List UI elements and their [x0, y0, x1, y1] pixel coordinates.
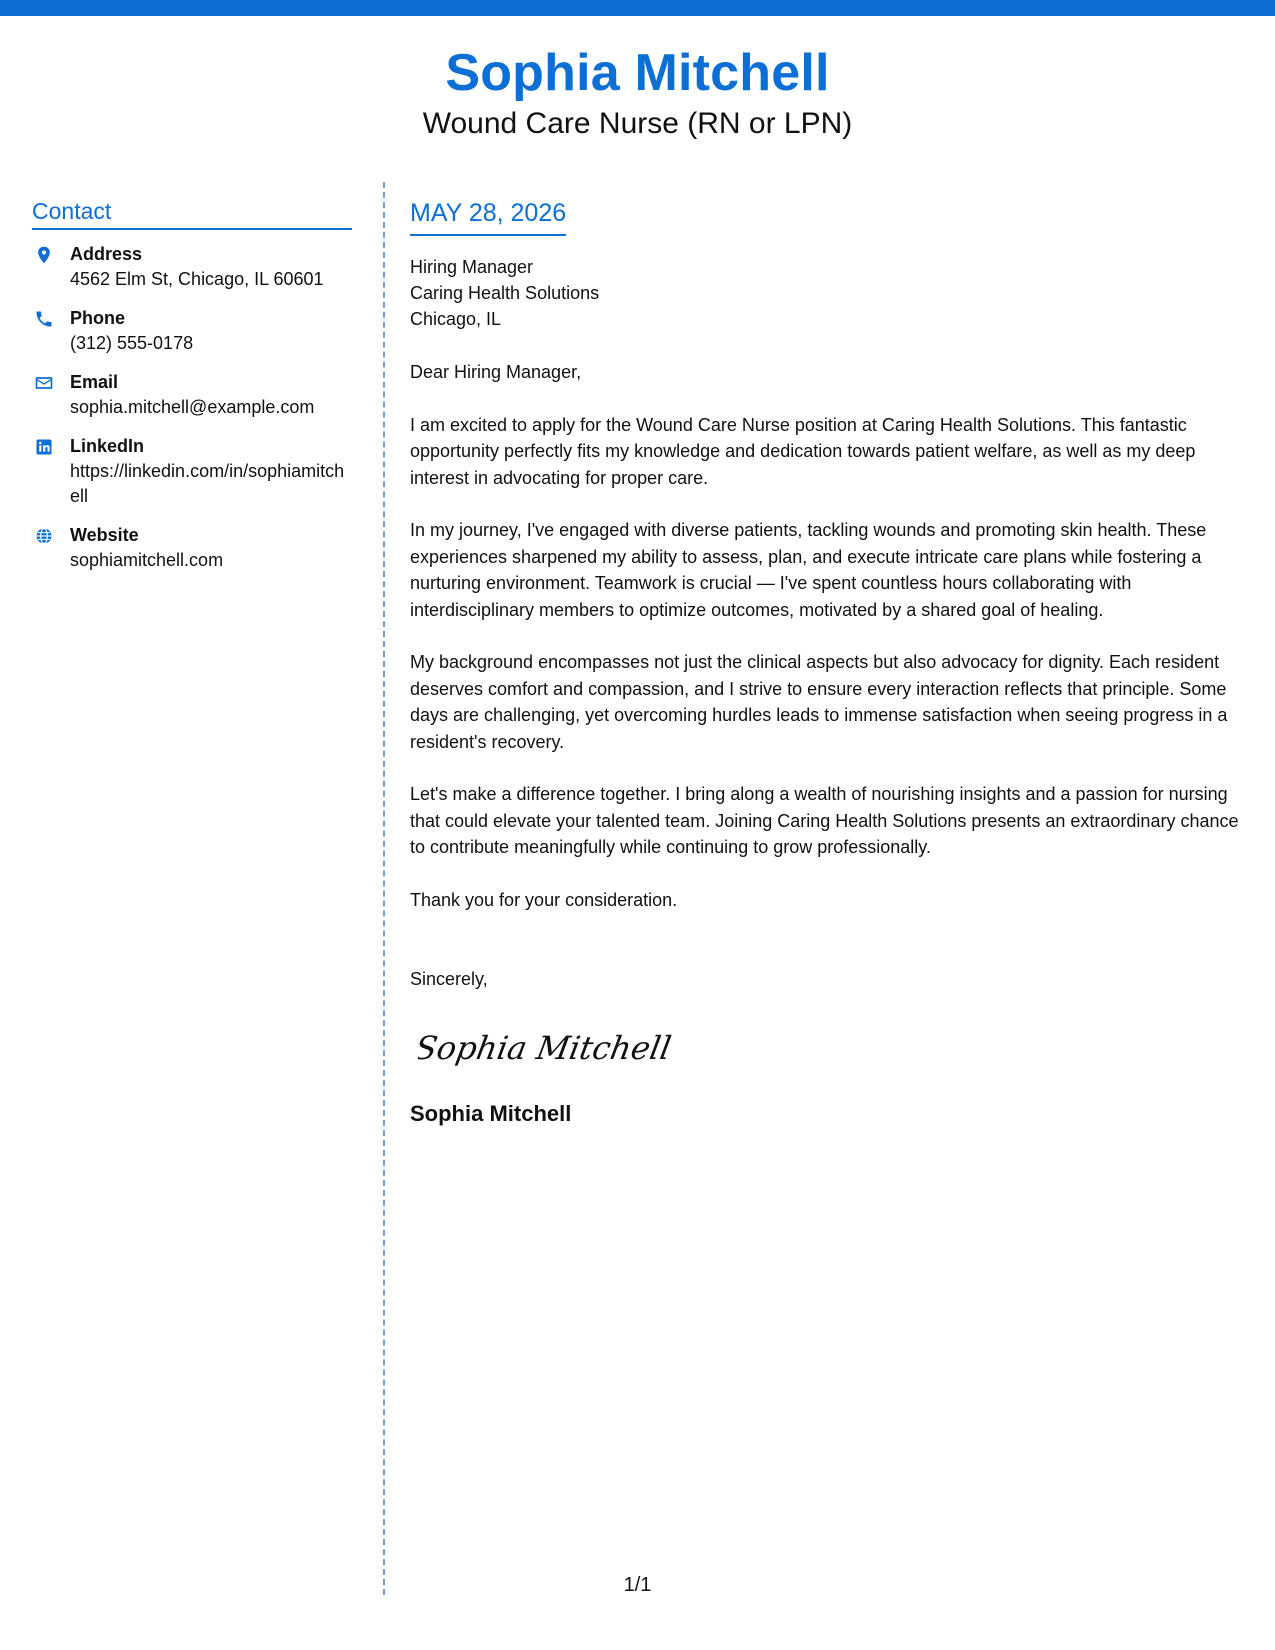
globe-icon — [34, 526, 54, 546]
closing: Sincerely, — [410, 969, 488, 989]
envelope-icon — [34, 373, 54, 393]
recipient-block — [410, 254, 1240, 332]
contact-label: Phone — [70, 308, 126, 328]
contact-label: Address — [70, 244, 143, 264]
paragraph: Let's make a difference together. I bring along a wealth of nourishing insights and a passion for nursing that could elevate your talented team. Joining Caring Health Solutions presents an extraordinary chance to contribute meaningfully while continuing to grow professionally. — [410, 784, 1239, 857]
signature-image — [418, 1021, 678, 1073]
recipient-location: Chicago, IL — [410, 309, 502, 329]
signer-name: Sophia Mitchell — [410, 1100, 572, 1126]
contact-list — [32, 242, 352, 573]
paragraph: I am excited to apply for the Wound Care Nurse position at Caring Health Solutions. This fantastic opportunity perfectly fits my knowledge and dedication towards patient welfare, as well as my deep interest in advocating for proper care. — [410, 414, 1196, 488]
paragraph: My background encompasses not just the clinical aspects but also advocacy for dignity. Each resident deserves comfort and compassion, and I strive to ensure every interaction reflects that principle. Some days are challenging, yet overcoming hurdles leads to immense satisfaction when seeing progress in a resident's recovery. — [410, 652, 1228, 752]
contact-label: LinkedIn — [70, 436, 145, 456]
contact-value: https://linkedin.com/in/sophiamitchell — [70, 461, 345, 506]
paragraph: Thank you for your consideration. — [410, 889, 678, 910]
contact-item-linkedin — [32, 434, 352, 509]
applicant-name: Sophia Mitchell — [445, 44, 830, 102]
recipient-title: Hiring Manager — [410, 257, 534, 277]
contact-item-email — [32, 370, 352, 420]
contact-value: sophia.mitchell@example.com — [70, 397, 315, 417]
header — [0, 40, 1275, 142]
contact-value: sophiamitchell.com — [70, 550, 224, 570]
contact-label: Email — [70, 372, 119, 392]
salutation: Dear Hiring Manager, — [410, 362, 582, 382]
top-accent-bar — [0, 0, 1275, 16]
contact-sidebar — [32, 196, 352, 587]
contact-label: Website — [70, 525, 139, 545]
paragraph: In my journey, I've engaged with diverse patients, tackling wounds and promoting skin health. These experiences sharpened my ability to assess, plan, and execute intricate care plans while fostering a nurturing environment. Teamwork is crucial — I've spent countless hours collaborating with interdisciplinary members to optimize outcomes, motivated by a shared goal of healing. — [410, 520, 1207, 620]
letter-body — [410, 196, 1240, 1129]
map-pin-icon — [34, 245, 54, 265]
contact-item-address — [32, 242, 352, 292]
job-title: Wound Care Nurse (RN or LPN) — [422, 107, 853, 140]
signature-text: Sophia Mitchell — [418, 1028, 675, 1067]
contact-section-title: Contact — [32, 196, 352, 230]
letter-date: MAY 28, 2026 — [410, 196, 566, 236]
contact-value: 4562 Elm St, Chicago, IL 60601 — [70, 269, 324, 289]
column-divider — [383, 182, 385, 1595]
handwritten-signature — [418, 1021, 1240, 1073]
linkedin-icon — [34, 437, 54, 457]
contact-item-phone — [32, 306, 352, 356]
contact-item-website — [32, 523, 352, 573]
page-number: 1/1 — [623, 1574, 652, 1596]
recipient-company: Caring Health Solutions — [410, 283, 600, 303]
phone-icon — [34, 309, 54, 329]
contact-value: (312) 555-0178 — [70, 333, 194, 353]
